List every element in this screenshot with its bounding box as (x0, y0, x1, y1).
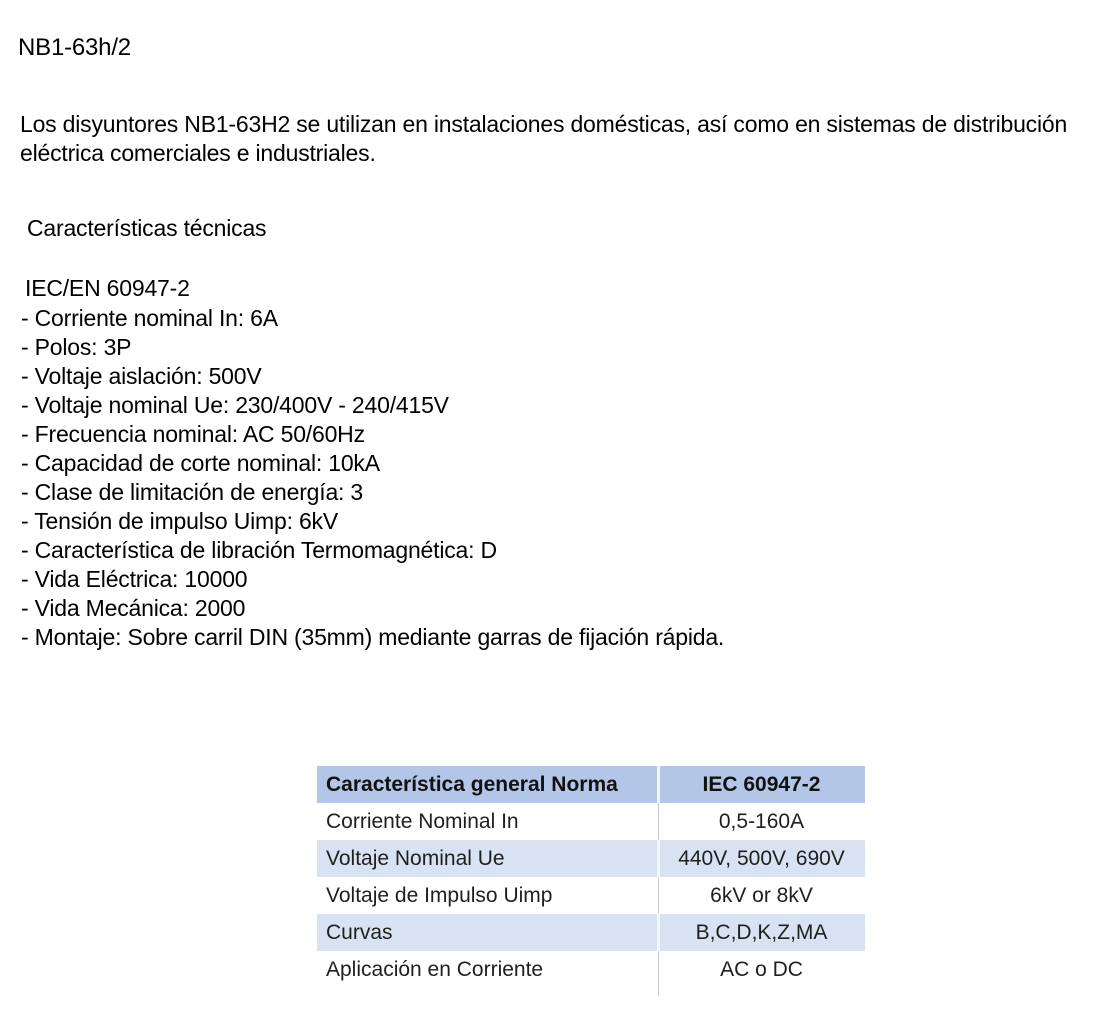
table-row (317, 840, 865, 877)
table-row (317, 877, 865, 914)
section-heading: Características técnicas (27, 215, 267, 241)
spec-item: - Característica de libración Termomagnética: D (21, 537, 497, 563)
table-cell-value: B,C,D,K,Z,MA (658, 914, 865, 951)
table-column-divider-tail (317, 988, 865, 996)
table-cell-label: Aplicación en Corriente (326, 957, 544, 981)
table-row (317, 951, 865, 988)
table-cell-label: Voltaje de Impulso Uimp (326, 883, 553, 907)
table-cell-value: 440V, 500V, 690V (658, 840, 865, 877)
spec-item: - Tensión de impulso Uimp: 6kV (21, 508, 338, 534)
table-header-feature: Característica general Norma (326, 772, 618, 796)
intro-paragraph: Los disyuntores NB1-63H2 se utilizan en instalaciones domésticas, así como en sistemas de distribución eléctrica comerciales e industriales. (20, 111, 1068, 166)
table-cell-label: Corriente Nominal In (326, 809, 519, 833)
spec-item: - Capacidad de corte nominal: 10kA (21, 450, 380, 476)
table-cell-value: AC o DC (658, 951, 865, 988)
spec-item: - Vida Mecánica: 2000 (21, 595, 246, 621)
table-cell-label: Voltaje Nominal Ue (326, 846, 505, 870)
spec-item: - Frecuencia nominal: AC 50/60Hz (21, 421, 365, 447)
table-cell-label: Curvas (326, 920, 393, 944)
spec-list (21, 304, 724, 652)
spec-item: - Vida Eléctrica: 10000 (21, 566, 248, 592)
table-header-row (317, 766, 865, 803)
table-row (317, 803, 865, 840)
table-cell-value: 0,5-160A (658, 803, 865, 840)
table-row (317, 914, 865, 951)
spec-table (317, 766, 865, 996)
spec-item: - Corriente nominal In: 6A (21, 305, 278, 331)
page-title: NB1-63h/2 (18, 34, 131, 61)
standard-reference: IEC/EN 60947-2 (25, 275, 190, 301)
table-header-standard: IEC 60947-2 (658, 766, 865, 803)
spec-item: - Voltaje aislación: 500V (21, 363, 262, 389)
spec-item: - Clase de limitación de energía: 3 (21, 479, 364, 505)
spec-item: - Polos: 3P (21, 334, 132, 360)
spec-item: - Voltaje nominal Ue: 230/400V - 240/415V (21, 392, 449, 418)
spec-item: - Montaje: Sobre carril DIN (35mm) mediante garras de fijación rápida. (21, 624, 725, 650)
table-cell-value: 6kV or 8kV (658, 877, 865, 914)
